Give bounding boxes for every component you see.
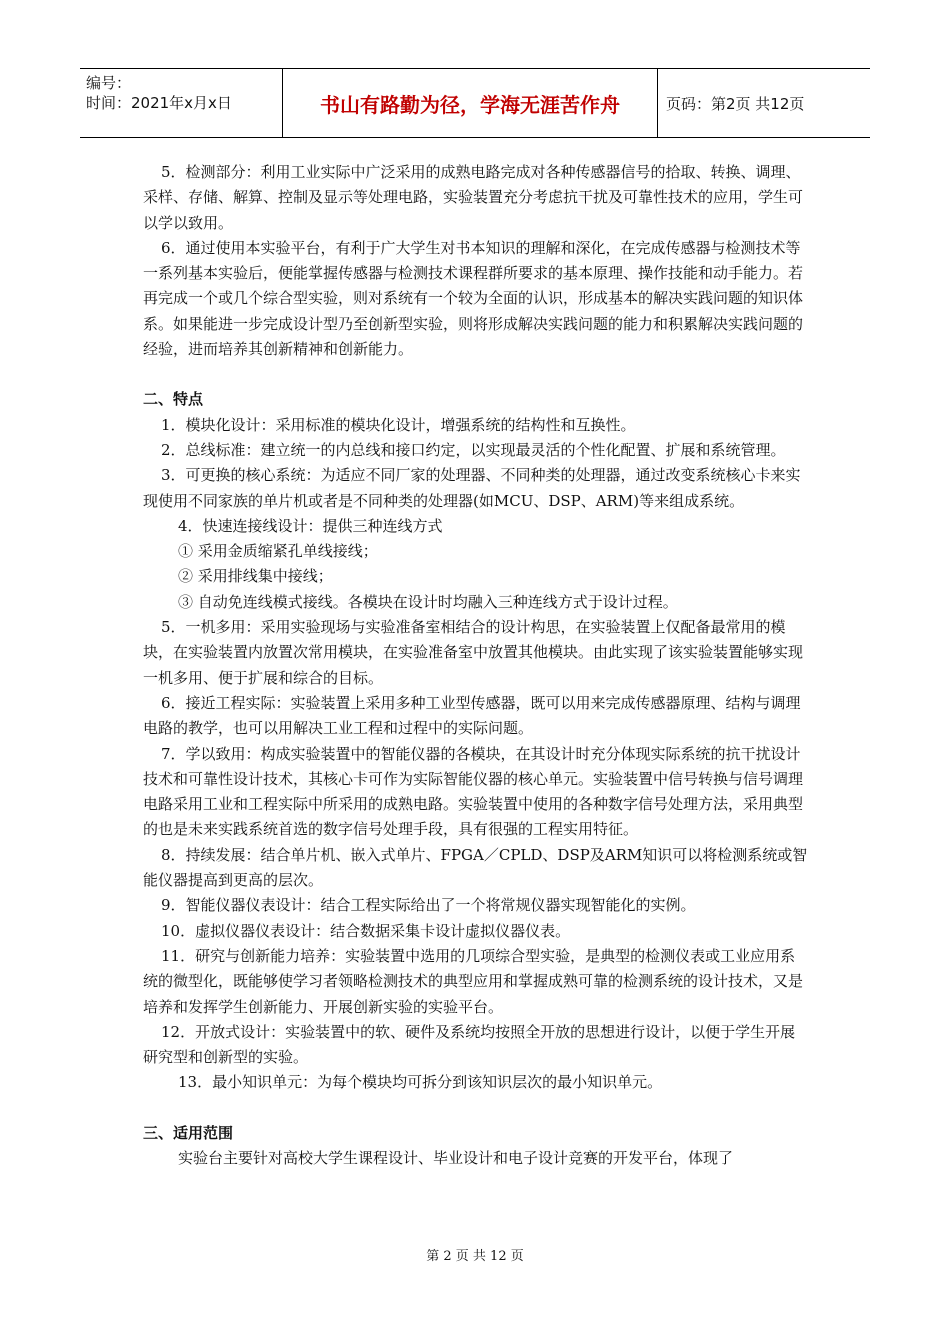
- paragraph: 6．通过使用本实验平台，有利于广大学生对书本知识的理解和深化，在完成传感器与检测技术等一系列基本实验后，便能掌握传感器与检测技术课程群所要求的基本原理、操作技能和动手能力。若再完成一个或几个综合型实验，则对系统有一个较为全面的认识，形成基本的解决实践问题的知识体系。如果能进一步完成设计型乃至创新型实验，则将形成解决实践问题的能力和积累解决实践问题的经验，进而培养其创新精神和创新能力。: [143, 238, 804, 359]
- feature-item: 11．研究与创新能力培养：实验装置中选用的几项综合型实验，是典型的检测仪表或工业应用系统的微型化，既能够使学习者领略检测技术的典型应用和掌握成熟可靠的检测系统的设计技术，又是培养和发挥学生创新能力、开展创新实验的实验平台。: [143, 946, 804, 1016]
- feature-item: 9．智能仪器仪表设计：结合工程实际给出了一个将常规仪器实现智能化的实例。: [161, 896, 696, 915]
- sub-item: ① 采用金质缩紧孔单线接线；: [178, 542, 378, 561]
- feature-item: 6．接近工程实际：实验装置上采用多种工业型传感器，既可以用来完成传感器原理、结构与调理电路的教学，也可以用解决工业工程和过程中的实际问题。: [143, 693, 801, 738]
- feature-item: 10．虚拟仪器仪表设计：结合数据采集卡设计虚拟仪器仪表。: [161, 921, 571, 940]
- feature-item: 12．开放式设计：实验装置中的软、硬件及系统均按照全开放的思想进行设计，以便于学生开展研究型和创新型的实验。: [143, 1022, 796, 1067]
- document-number-label: 编号：: [86, 74, 132, 92]
- document-date: 时间：2021年x月x日: [86, 94, 232, 112]
- header-motto: 书山有路勤为径，学海无涯苦作舟: [283, 69, 658, 137]
- feature-item: 8．持续发展：结合单片机、嵌入式单片、FPGA／CPLD、DSP及ARM知识可以将检测系统或智能仪器提高到更高的层次。: [143, 845, 808, 890]
- feature-item: 3．可更换的核心系统：为适应不同厂家的处理器、不同种类的处理器，通过改变系统核心卡来实现使用不同家族的单片机或者是不同种类的处理器(如MCU、DSP、ARM)等来组成系统。: [143, 466, 801, 510]
- section-heading: 二、特点: [143, 390, 204, 409]
- feature-item: 4．快速连接线设计：提供三种连线方式: [178, 516, 443, 535]
- paragraph: 实验台主要针对高校大学生课程设计、毕业设计和电子设计竞赛的开发平台，体现了: [178, 1148, 734, 1167]
- feature-item: 2．总线标准：建立统一的内总线和接口约定，以实现最灵活的个性化配置、扩展和系统管理。: [161, 440, 786, 459]
- feature-item: 13．最小知识单元：为每个模块均可拆分到该知识层次的最小知识单元。: [178, 1073, 663, 1092]
- sub-item: ② 采用排线集中接线；: [178, 567, 333, 586]
- sub-item: ③ 自动免连线模式接线。各模块在设计时均融入三种连线方式于设计过程。: [178, 592, 678, 611]
- feature-item: 5．一机多用：采用实验现场与实验准备室相结合的设计构思，在实验装置上仅配备最常用的模块，在实验装置内放置次常用模块，在实验准备室中放置其他模块。由此实现了该实验装置能够实现一机多用、便于扩展和综合的目标。: [143, 618, 804, 687]
- section-heading: 三、适用范围: [143, 1123, 234, 1142]
- feature-item: 1．模块化设计：采用标准的模块化设计，增强系统的结构性和互换性。: [161, 415, 636, 434]
- page-footer: 第 2 页 共 12 页: [426, 1249, 524, 1264]
- page-header: [80, 68, 870, 138]
- document-body: [143, 160, 808, 1171]
- header-page-info: 页码：第2页 共12页: [666, 94, 805, 113]
- paragraph: 5．检测部分：利用工业实际中广泛采用的成熟电路完成对各种传感器信号的拾取、转换、调理、采样、存储、解算、控制及显示等处理电路，实验装置充分考虑抗干扰及可靠性技术的应用，学生可以学以致用。: [143, 163, 804, 232]
- header-meta: [80, 69, 283, 137]
- feature-item: 7．学以致用：构成实验装置中的智能仪器的各模块，在其设计时充分体现实际系统的抗干扰设计技术和可靠性设计技术，其核心卡可作为实际智能仪器的核心单元。实验装置中信号转换与信号调理电路采用工业和工程实际中所采用的成熟电路。实验装置中使用的各种数字信号处理方法，采用典型的也是未来实践系统首选的数字信号处理手段，具有很强的工程实用特征。: [143, 744, 804, 839]
